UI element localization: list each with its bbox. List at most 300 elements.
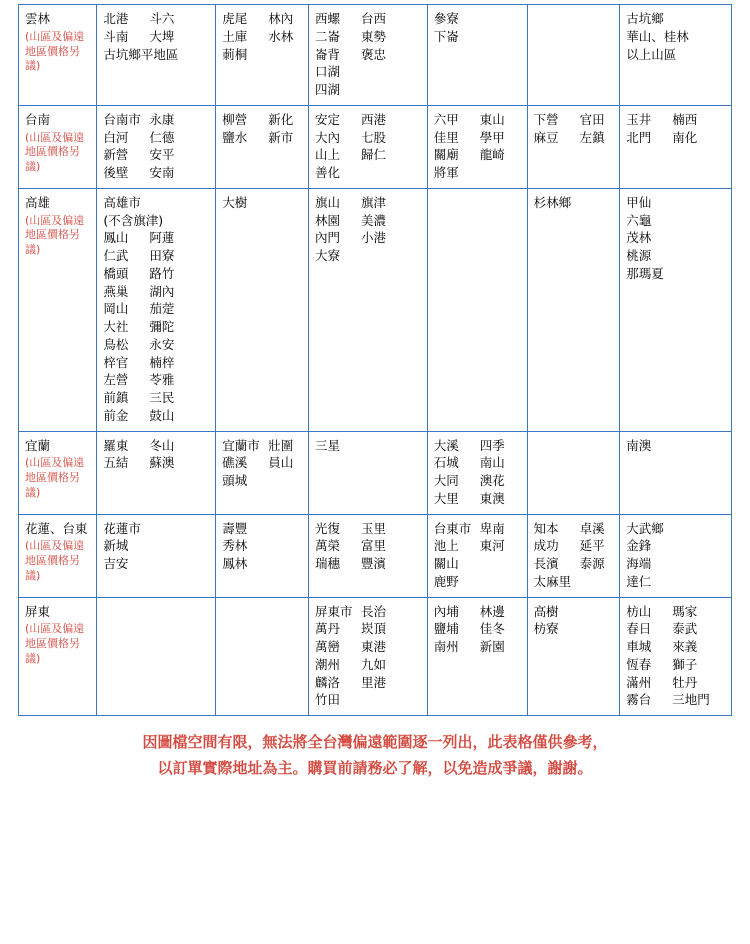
district-name: 佳冬 (479, 621, 505, 637)
region-name: 台南 (25, 111, 51, 127)
district-pair (434, 164, 523, 182)
district-name: 美濃 (360, 212, 386, 228)
district-pair (626, 620, 727, 638)
district-name: 前鎮 (103, 390, 129, 405)
district-name: 甲仙 (626, 194, 652, 210)
district-name: 南州 (433, 639, 459, 654)
district-name: 大社 (103, 319, 129, 334)
district-name: 長治 (360, 603, 386, 619)
district-name: 東山 (479, 111, 505, 127)
district-name: 苓雅 (149, 372, 175, 388)
district-name: 那瑪夏 (626, 265, 664, 281)
district-name: 田寮 (149, 248, 175, 263)
district-name: 旗山 (314, 194, 340, 210)
district-name: 鼓山 (149, 407, 175, 423)
region-name-cell (19, 105, 97, 188)
district-name: 恆春 (626, 656, 652, 672)
district-name: 鳳林 (222, 556, 248, 571)
district-cell (308, 5, 427, 106)
district-pair (103, 164, 211, 182)
district-cell (216, 188, 309, 431)
district-name: 太麻里 (533, 573, 572, 589)
table-row (19, 514, 732, 597)
district-name: 新市 (268, 129, 294, 145)
district-cell (620, 5, 732, 106)
region-name: 花蓮、台東 (25, 520, 88, 536)
district-name: 大里 (433, 490, 459, 506)
district-name: 安南 (149, 165, 175, 180)
district-pair (626, 603, 727, 621)
district-name: 台西 (360, 11, 386, 26)
district-name: 礁溪 (222, 455, 248, 471)
district-name: 新園 (479, 639, 505, 654)
district-name: 林園 (314, 212, 340, 228)
district-name: 大溪 (433, 437, 459, 453)
region-price-note: (山區及偏遠地區價格另議) (25, 29, 85, 73)
district-pair (626, 229, 727, 247)
district-name: 內門 (314, 230, 340, 246)
district-pair (626, 212, 727, 230)
district-name: 華山、桂林 (626, 28, 689, 44)
district-name: (不含旗津) (103, 212, 164, 228)
district-pair (103, 283, 211, 301)
price-region-sheet (0, 4, 750, 944)
district-pair (315, 164, 423, 182)
district-name: 官田 (579, 111, 605, 127)
district-name: 屏東市 (314, 603, 353, 619)
district-name: 善化 (314, 165, 340, 180)
district-pair (434, 129, 523, 147)
district-pair (315, 146, 423, 164)
region-name-cell (19, 188, 97, 431)
district-name: 北港 (103, 11, 129, 26)
table-row (19, 597, 732, 716)
district-name: 豐濱 (360, 556, 386, 571)
district-pair (315, 10, 423, 28)
district-pair (315, 111, 423, 129)
district-pair (626, 638, 727, 656)
district-pair (534, 129, 616, 147)
district-name: 北門 (626, 129, 652, 145)
district-name: 潮州 (314, 656, 340, 672)
district-name: 大寮 (314, 248, 340, 263)
region-name: 高雄 (25, 194, 51, 210)
region-price-note: (山區及偏遠地區價格另議) (25, 130, 85, 174)
district-name: 鹽埔 (433, 621, 459, 637)
district-pair (315, 129, 423, 147)
district-name: 獅子 (672, 656, 698, 672)
district-name: 崁頂 (360, 621, 386, 637)
district-name: 梓官 (103, 354, 129, 370)
district-name: 下崙 (433, 28, 459, 44)
region-table-body (19, 5, 732, 716)
district-pair (103, 454, 211, 472)
district-name: 延平 (579, 538, 605, 554)
district-name: 六龜 (626, 212, 652, 228)
district-pair (222, 437, 304, 455)
district-name: 池上 (433, 538, 459, 554)
table-row (19, 431, 732, 514)
district-name: 水林 (268, 28, 294, 44)
district-name: 滿州 (626, 674, 652, 690)
district-name: 三民 (149, 390, 175, 405)
district-pair (315, 537, 423, 555)
district-name: 冬山 (149, 437, 175, 453)
district-cell (97, 5, 216, 106)
district-name: 玉里 (360, 520, 386, 536)
district-pair (315, 63, 423, 81)
district-name: 前金 (103, 407, 129, 423)
district-pair (315, 603, 423, 621)
district-pair (315, 555, 423, 573)
district-name: 後壁 (103, 165, 129, 180)
district-cell (620, 188, 732, 431)
district-name: 萬丹 (314, 621, 340, 637)
footer-note-line-1: 因圖檔空間有限，無法將全台灣偏遠範圍逐一列出，此表格僅供參考， (142, 733, 608, 751)
district-name: 旗津 (360, 194, 386, 210)
district-name: 大樹 (222, 194, 248, 210)
district-name: 鹽水 (222, 129, 248, 145)
district-name: 卑南 (479, 520, 505, 536)
district-name: 內埔 (433, 603, 459, 619)
district-pair (626, 194, 727, 212)
district-name: 六甲 (433, 111, 459, 127)
district-name: 西螺 (314, 11, 340, 26)
district-name: 泰武 (672, 621, 698, 637)
region-price-note: (山區及偏遠地區價格另議) (25, 622, 85, 665)
district-pair (315, 691, 423, 709)
district-pair (434, 490, 523, 508)
district-pair (534, 555, 616, 573)
district-pair (103, 212, 211, 230)
district-pair (434, 111, 523, 129)
district-cell (620, 431, 732, 514)
district-pair (434, 454, 523, 472)
district-pair (103, 336, 211, 354)
district-name: 安定 (314, 111, 340, 127)
district-name: 歸仁 (360, 147, 386, 163)
district-name: 員山 (268, 455, 294, 471)
district-name: 頭城 (222, 473, 248, 488)
district-name: 南山 (479, 455, 505, 471)
district-name: 安平 (149, 147, 175, 163)
district-cell (620, 597, 732, 716)
district-name: 車城 (626, 639, 652, 654)
district-cell (308, 597, 427, 716)
district-name: 東勢 (360, 28, 386, 44)
district-name: 大埤 (149, 28, 175, 44)
district-name: 金鋒 (626, 538, 652, 554)
district-name: 林邊 (479, 603, 505, 619)
district-pair (534, 520, 616, 538)
district-pair (434, 620, 523, 638)
district-pair (103, 10, 211, 28)
district-name: 壽豐 (222, 520, 248, 536)
district-pair (434, 638, 523, 656)
district-name: 楠西 (672, 111, 698, 127)
district-name: 富里 (360, 538, 386, 554)
district-pair (103, 129, 211, 147)
district-pair (626, 691, 727, 709)
district-name: 永安 (149, 336, 175, 352)
district-pair (434, 146, 523, 164)
district-pair (626, 247, 727, 265)
district-pair (315, 212, 423, 230)
district-cell (97, 597, 216, 716)
district-name: 東港 (360, 639, 386, 654)
district-name: 蘇澳 (149, 455, 175, 471)
district-name: 九如 (360, 656, 386, 672)
district-pair (434, 555, 523, 573)
district-pair (626, 129, 727, 147)
district-cell (97, 188, 216, 431)
district-pair (222, 129, 304, 147)
table-row (19, 188, 732, 431)
district-name: 龍崎 (479, 147, 505, 163)
region-price-note: (山區及偏遠地區價格另議) (25, 213, 85, 257)
district-cell (527, 188, 620, 431)
district-cell (308, 514, 427, 597)
district-pair (103, 354, 211, 372)
district-name: 參寮 (433, 11, 459, 26)
district-name: 仁武 (103, 248, 129, 263)
district-pair (434, 472, 523, 490)
district-pair (315, 638, 423, 656)
region-name-cell (19, 431, 97, 514)
district-pair (103, 194, 211, 212)
district-name: 關廟 (433, 147, 459, 163)
district-name: 萬巒 (314, 639, 340, 654)
district-pair (103, 389, 211, 407)
district-name: 高樹 (533, 603, 559, 619)
district-cell (97, 431, 216, 514)
district-name: 彌陀 (149, 319, 175, 334)
district-pair (103, 28, 211, 46)
district-name: 東河 (479, 538, 505, 554)
district-pair (315, 81, 423, 99)
district-name: 牡丹 (672, 674, 698, 690)
region-name-cell (19, 597, 97, 716)
district-name: 大內 (314, 129, 340, 145)
district-pair (222, 472, 304, 490)
district-name: 來義 (672, 639, 698, 654)
district-name: 仁德 (149, 129, 175, 145)
district-name: 鳥松 (103, 336, 129, 352)
district-name: 泰源 (579, 556, 605, 571)
district-name: 茄萣 (149, 301, 175, 317)
district-pair (434, 537, 523, 555)
district-name: 三地門 (672, 692, 710, 708)
district-name: 關山 (433, 556, 459, 571)
district-pair (534, 111, 616, 129)
district-name: 左鎮 (579, 129, 605, 145)
district-pair (315, 46, 423, 64)
district-name: 麟洛 (314, 674, 340, 690)
district-cell (527, 105, 620, 188)
district-name: 卓溪 (579, 520, 605, 536)
district-pair (103, 318, 211, 336)
table-row (19, 105, 732, 188)
district-name: 新化 (268, 111, 294, 127)
district-cell (427, 5, 527, 106)
district-name: 古坑鄉 (626, 11, 664, 26)
district-name: 壯圍 (268, 437, 294, 453)
district-pair (315, 620, 423, 638)
table-row (19, 5, 732, 106)
district-name: 光復 (314, 520, 340, 536)
district-name: 楠梓 (149, 354, 175, 370)
district-name: 秀林 (222, 538, 248, 554)
district-pair (626, 656, 727, 674)
district-pair (315, 28, 423, 46)
district-pair (103, 247, 211, 265)
district-name: 古坑鄉平地區 (103, 46, 179, 62)
district-name: 小港 (360, 230, 386, 246)
district-cell (216, 514, 309, 597)
region-name: 雲林 (25, 11, 51, 26)
district-name: 四季 (479, 437, 505, 453)
district-cell (620, 105, 732, 188)
district-name: 大武鄉 (626, 520, 664, 536)
district-name: 下營 (533, 111, 559, 127)
district-pair (103, 437, 211, 455)
district-pair (434, 603, 523, 621)
district-name: 七股 (360, 129, 386, 145)
district-name: 以上山區 (626, 46, 677, 62)
district-name: 枋山 (626, 603, 652, 619)
district-name: 海端 (626, 556, 652, 571)
district-name: 新營 (103, 147, 129, 163)
district-name: 達仁 (626, 573, 652, 589)
district-name: 春日 (626, 621, 652, 637)
district-name: 杉林鄉 (533, 194, 572, 210)
district-name: 霧台 (626, 692, 652, 708)
district-pair (434, 573, 523, 591)
district-pair (103, 146, 211, 164)
district-name: 燕巢 (103, 283, 129, 299)
district-name: 高雄市 (103, 194, 141, 210)
footer-note-line-2: 以訂單實際地址為主。購買前請務必了解，以免造成爭議，謝謝。 (157, 758, 593, 777)
district-name: 佳里 (433, 129, 459, 145)
district-name: 長濱 (533, 556, 559, 571)
district-name: 瑞穗 (314, 556, 340, 571)
district-name: 白河 (103, 129, 129, 145)
district-name: 山上 (314, 147, 340, 163)
district-name: 虎尾 (222, 11, 248, 26)
district-name: 大同 (433, 473, 459, 488)
district-pair (626, 111, 727, 129)
district-cell (97, 514, 216, 597)
district-pair (103, 111, 211, 129)
district-pair (315, 520, 423, 538)
district-cell (527, 5, 620, 106)
district-name: 里港 (360, 674, 386, 690)
district-name: 瑪家 (672, 603, 698, 619)
district-pair (434, 437, 523, 455)
district-name: 玉井 (626, 111, 652, 127)
district-name: 宜蘭市 (222, 437, 260, 453)
district-cell (216, 431, 309, 514)
district-name: 台南市 (103, 111, 141, 127)
district-cell (308, 188, 427, 431)
region-price-note: (山區及偏遠地區價格另議) (25, 456, 85, 499)
region-name-cell (19, 5, 97, 106)
district-pair (626, 265, 727, 283)
district-pair (626, 674, 727, 692)
district-cell (216, 597, 309, 716)
district-pair (103, 407, 211, 425)
district-name: 鳳山 (103, 230, 129, 246)
district-pair (434, 520, 523, 538)
district-pair (315, 656, 423, 674)
district-cell (620, 514, 732, 597)
district-name: 石城 (433, 455, 459, 471)
district-cell (427, 514, 527, 597)
district-cell (216, 5, 309, 106)
district-name: 褒忠 (360, 46, 386, 62)
district-cell (527, 431, 620, 514)
district-name: 林內 (268, 11, 294, 26)
district-cell (427, 105, 527, 188)
district-name: 莿桐 (222, 46, 248, 62)
district-name: 鹿野 (433, 573, 459, 589)
district-name: 桃源 (626, 248, 652, 263)
district-pair (315, 229, 423, 247)
district-name: 澳花 (479, 473, 505, 488)
district-name: 湖內 (149, 283, 175, 299)
district-pair (315, 674, 423, 692)
district-pair (103, 371, 211, 389)
district-name: 土庫 (222, 28, 248, 44)
district-name: 橋頭 (103, 265, 129, 281)
district-pair (222, 111, 304, 129)
district-cell (527, 597, 620, 716)
district-name: 路竹 (149, 265, 175, 281)
district-pair (103, 229, 211, 247)
district-pair (222, 28, 304, 46)
district-cell (427, 597, 527, 716)
district-name: 五結 (103, 455, 129, 471)
district-name: 竹田 (314, 692, 340, 708)
region-price-table (18, 4, 732, 716)
district-cell (216, 105, 309, 188)
district-name: 南澳 (626, 437, 652, 453)
district-name: 西港 (360, 111, 386, 127)
district-name: 將軍 (433, 165, 459, 180)
district-name: 新城 (103, 538, 129, 554)
district-pair (103, 265, 211, 283)
district-name: 枋寮 (533, 621, 559, 637)
district-name: 南化 (672, 129, 698, 145)
district-cell (97, 105, 216, 188)
district-cell (527, 514, 620, 597)
district-cell (308, 431, 427, 514)
footer-note (26, 730, 724, 781)
district-pair (222, 454, 304, 472)
district-cell (427, 431, 527, 514)
district-name: 岡山 (103, 301, 129, 317)
district-name: 三星 (314, 437, 340, 453)
district-name: 吉安 (103, 556, 129, 571)
district-name: 學甲 (479, 129, 505, 145)
region-name-cell (19, 514, 97, 597)
district-cell (427, 188, 527, 431)
district-name: 羅東 (103, 437, 129, 453)
district-name: 四湖 (314, 82, 340, 97)
district-name: 崙背 (314, 46, 340, 62)
district-name: 永康 (149, 111, 175, 127)
district-pair (315, 194, 423, 212)
